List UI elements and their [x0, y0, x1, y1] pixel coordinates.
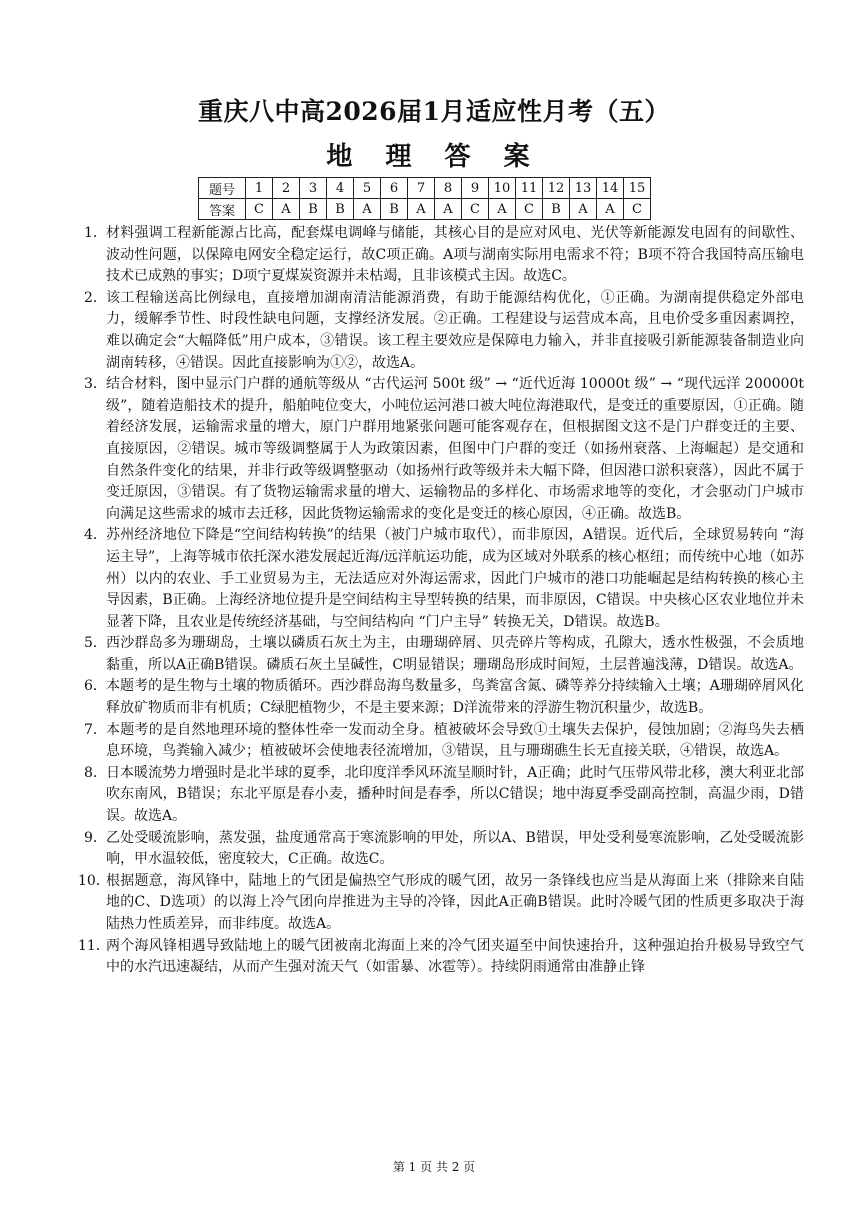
answer-cell: A: [570, 199, 597, 220]
answer-row: [199, 199, 651, 220]
answer-cell: B: [381, 199, 408, 220]
item-number: 1．: [84, 225, 107, 241]
item-number: 5．: [84, 635, 107, 652]
question-number-cell: 6: [381, 178, 408, 199]
answer-cell: A: [273, 199, 300, 220]
question-number-cell: 10: [489, 178, 516, 199]
answer-cell: A: [435, 199, 462, 220]
answer-cell: A: [597, 199, 624, 220]
answer-cell: C: [246, 199, 273, 220]
explanation-item: [84, 720, 804, 763]
item-number: 2．: [84, 289, 107, 306]
question-number-cell: 13: [570, 178, 597, 199]
item-text: 根据题意，海风锋中，陆地上的气团是偏热空气形成的暖气团，故另一条锋线也应当是从海面上来（排除来自陆地的C、D选项）的以海上冷气团向岸推进为主导的冷锋，因此A正确B错误。此时冷暖气团的性质更多取决于海陆热力性质差异，而非纬度。故选A。: [106, 872, 804, 932]
answer-table: [198, 177, 651, 220]
item-text: 乙处受暖流影响，蒸发强，盐度通常高于寒流影响的甲处，所以A、B错误，甲处受利曼寒流影响，乙处受暖流影响，甲水温较低，密度较大，C正确。故选C。: [106, 829, 804, 868]
item-text: 材料强调工程新能源占比高，配套煤电调峰与储能，其核心目的是应对风电、光伏等新能源发电固有的间歇性、波动性问题，以保障电网安全稳定运行，故C项正确。A项与湖南实际用电需求不符；B项不符合我国特高压输电技术已成熟的事实；D项宁夏煤炭资源并未枯竭，且非该模式主因。故选C。: [106, 225, 804, 285]
answer-cell: B: [300, 199, 327, 220]
item-number: 3．: [84, 376, 107, 393]
question-number-cell: 9: [462, 178, 489, 199]
question-number-cell: 2: [273, 178, 300, 199]
explanation-list: [78, 223, 804, 979]
question-number-row: [199, 178, 651, 199]
question-number-cell: 4: [327, 178, 354, 199]
explanation-item: [84, 828, 804, 871]
item-number: 11．: [78, 937, 110, 954]
explanation-item: [84, 676, 804, 719]
explanation-item: [84, 374, 804, 525]
question-number-cell: 14: [597, 178, 624, 199]
question-number-cell: 11: [516, 178, 543, 199]
answer-cell: C: [624, 199, 651, 220]
question-number-cell: 1: [246, 178, 273, 199]
question-number-cell: 5: [354, 178, 381, 199]
answer-cell: C: [462, 199, 489, 220]
document-title: 重庆八中高2026届1月适应性月考（五）: [198, 97, 670, 126]
item-text: 本题考的是自然地理环境的整体性牵一发而动全身。植被破坏会导致①土壤失去保护，侵蚀加剧；②海鸟失去栖息环境，鸟粪输入减少；植被破坏会使地表径流增加，③错误，且与珊瑚礁生长无直接关联，④错误，故选A。: [106, 721, 804, 760]
explanation-item: [84, 763, 804, 828]
page-footer: 第 1 页 共 2 页: [392, 1160, 476, 1174]
explanation-item: [84, 288, 804, 374]
item-text: 苏州经济地位下降是“空间结构转换”的结果（被门户城市取代），而非原因，A错误。近代后，全球贸易转向 “海运主导”，上海等城市依托深水港发展起近海/远洋航运功能，成为区域对外联系的核心枢纽；而传统中心地（如苏州）以内的农业、手工业贸易为主，无法适应对外海运需求，因此门户城市的港口功能崛起是结构转换的核心主导因素，B正确。上海经济地位提升是空间结构主导型转换的结果，而非原因，C错误。中央核心区农业地位并未显著下降，且农业是传统经济基础，与空间结构向 “门户主导” 转换无关，D错误。故选B。: [106, 527, 804, 630]
question-number-header: 题号: [199, 178, 246, 199]
item-number: 4．: [84, 527, 107, 544]
question-number-cell: 7: [408, 178, 435, 199]
question-number-cell: 8: [435, 178, 462, 199]
document-subtitle: 地 理 答 案: [326, 142, 542, 172]
answer-cell: A: [489, 199, 516, 220]
explanation-item: [78, 871, 804, 936]
answer-cell: C: [516, 199, 543, 220]
answer-header: 答案: [199, 199, 246, 220]
item-text: 两个海风锋相遇导致陆地上的暖气团被南北海面上来的冷气团夹逼至中间快速抬升，这种强迫抬升极易导致空气中的水汽迅速凝结，从而产生强对流天气（如雷暴、冰雹等）。持续阴雨通常由准静止锋: [106, 937, 804, 976]
item-text: 西沙群岛多为珊瑚岛，土壤以磷质石灰土为主，由珊瑚碎屑、贝壳碎片等构成，孔隙大，透水性极强，不会质地黏重，所以A正确B错误。磷质石灰土呈碱性，C明显错误；珊瑚岛形成时间短，土层普遍浅薄，D错误。故选A。: [106, 635, 804, 673]
answer-cell: B: [327, 199, 354, 220]
item-number: 9．: [84, 829, 107, 846]
item-text: 结合材料，图中显示门户群的通航等级从 “古代运河 500t 级” → “近代近海 10000t 级” → “现代远洋 200000t 级”，随着造船技术的提升，船舶吨位变大，小吨位运河港口被大吨位海港取代，是变迁的重要原因，①正确。随着经济发展，运输需求量的增大，原门户群用地紧张问题可能客观存在，但根据图文这不是门户群变迁的主要、直接原因，②错误。城市等级调整属于人为政策因素，但图中门户群的变迁（如扬州衰落、上海崛起）是交通和自然条件变化的结果，并非行政等级调整驱动（如扬州行政等级并未大幅下降，但因港口淤积衰落），因此不属于变迁原因，③错误。有了货物运输需求量的增大、运输物品的多样化、市场需求地等的变化，才会驱动门户城市向满足这些需求的城市去迁移，因此货物运输需求的变化是变迁的核心原因，④正确。故选B。: [106, 376, 804, 522]
explanation-item: [78, 936, 804, 979]
explanation-item: [84, 633, 804, 676]
question-number-cell: 12: [543, 178, 570, 199]
question-number-cell: 15: [624, 178, 651, 199]
question-number-cell: 3: [300, 178, 327, 199]
item-number: 10．: [78, 872, 110, 889]
item-number: 8．: [84, 764, 107, 781]
item-text: 该工程输送高比例绿电，直接增加湖南清洁能源消费，有助于能源结构优化，①正确。为湖南提供稳定外部电力，缓解季节性、时段性缺电问题，支撑经济发展。②正确。工程建设与运营成本高，且电价受多重因素调控，难以确定会“大幅降低”用户成本，③错误。该工程主要效应是保障电力输入，并非直接吸引新能源装备制造业向湖南转移，④错误。因此直接影响为①②，故选A。: [106, 289, 804, 371]
item-number: 6．: [84, 678, 107, 695]
answer-cell: A: [354, 199, 381, 220]
item-text: 日本暖流势力增强时是北半球的夏季，北印度洋季风环流呈顺时针，A正确；此时气压带风带北移，澳大利亚北部吹东南风，B错误；东北平原是春小麦，播种时间是春季，所以C错误；地中海夏季受副高控制，高温少雨，D错误。故选A。: [106, 764, 804, 825]
answer-cell: B: [543, 199, 570, 220]
item-text: 本题考的是生物与土壤的物质循环。西沙群岛海鸟数量多，鸟粪富含氮、磷等养分持续输入土壤；A珊瑚碎屑风化释放矿物质而非有机质；C绿肥植物少，不是主要来源；D洋流带来的浮游生物沉积量少，故选B。: [106, 678, 804, 717]
explanation-item: [84, 525, 804, 633]
explanation-item: [84, 223, 804, 288]
answer-cell: A: [408, 199, 435, 220]
item-number: 7．: [84, 721, 107, 738]
